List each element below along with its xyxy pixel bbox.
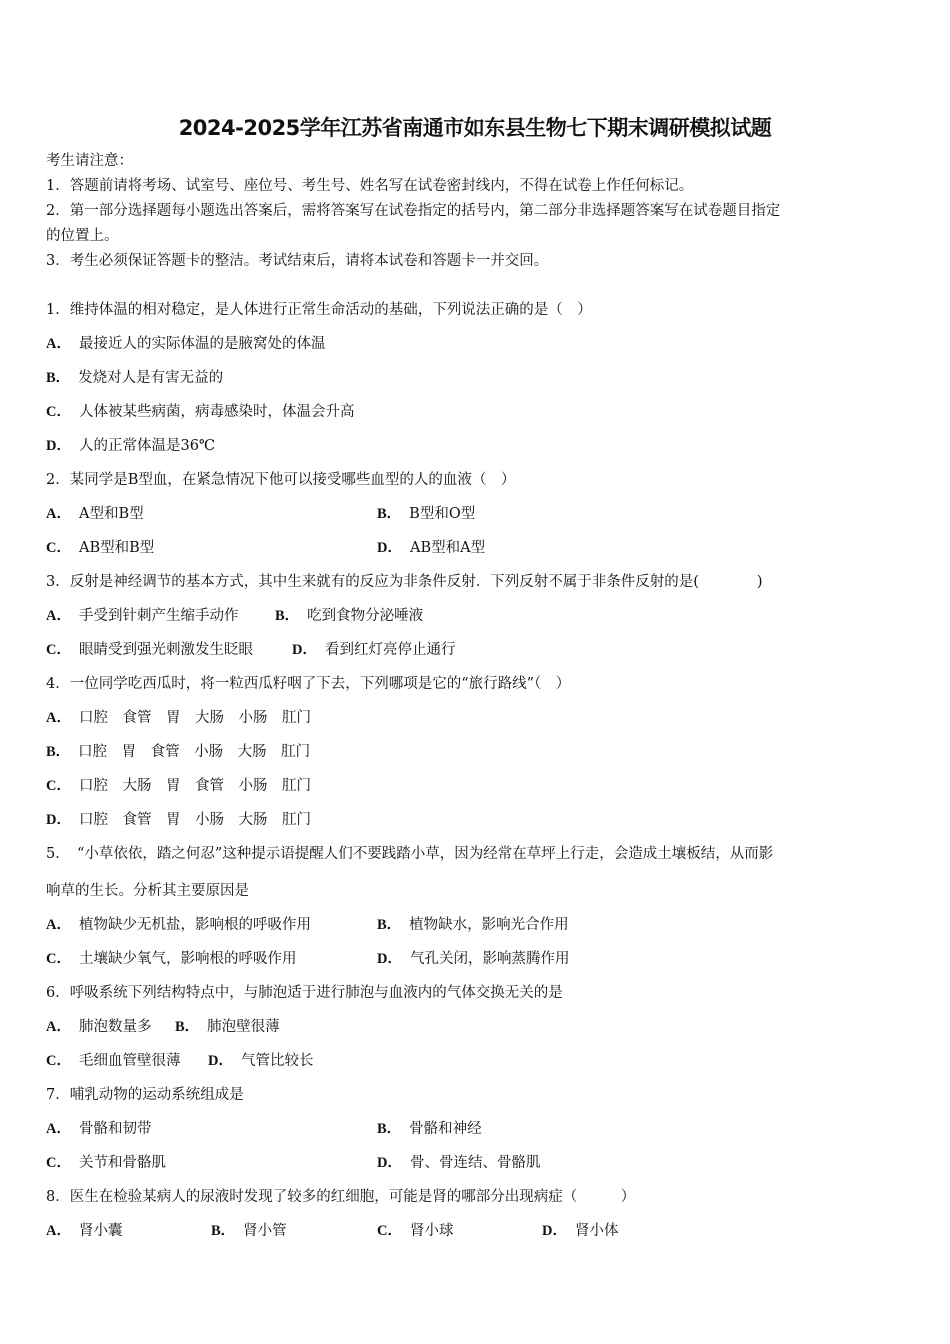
option-label: B． [46,370,71,386]
question-4-stem: 4．一位同学吃西瓜时，将一粒西瓜籽咽了下去，下列哪项是它的“旅行路线”（ ） [46,676,571,692]
q1-option-b [46,369,223,387]
notice-item-1: 1．答题前请将考场、试室号、座位号、考生号、姓名写在试卷密封线内，不得在试卷上作任何标记。 [46,178,694,194]
option-label: D． [377,951,402,967]
option-label: D． [377,540,402,556]
option-label: D． [46,812,71,828]
option-label: C． [46,1053,71,1069]
option-text: 肾小管 [243,1223,287,1239]
option-text: 人的正常体温是36℃ [78,438,216,454]
q5-option-d [377,950,569,968]
q4-option-d [46,811,311,829]
option-label: C． [46,404,71,420]
q8-option-b [211,1222,287,1240]
option-text: 骨骼和神经 [409,1121,482,1137]
notice-item-2: 2．第一部分选择题每小题选出答案后，需将答案写在试卷指定的括号内，第二部分非选择题答案写在试卷题目指定 [46,203,781,219]
q6-option-d [208,1052,313,1070]
option-label: D． [542,1223,567,1239]
question-7-stem: 7．哺乳动物的运动系统组成是 [46,1087,244,1103]
option-text: 毛细血管壁很薄 [78,1053,181,1069]
q2-option-a [46,505,144,523]
q1-option-a [46,335,325,353]
option-text: 肺泡数量多 [78,1019,152,1035]
option-label: B． [175,1019,200,1035]
option-label: B． [377,917,402,933]
option-text: 口腔 食管 胃 小肠 大肠 肛门 [78,812,311,828]
option-text: 关节和骨骼肌 [78,1155,166,1171]
option-text: 肺泡壁很薄 [207,1019,280,1035]
q7-option-d [377,1154,540,1172]
option-label: B． [211,1223,236,1239]
option-label: B． [275,608,300,624]
question-5-stem: 5． “小草依依，踏之何忍”这种提示语提醒人们不要践踏小草，因为经常在草坪上行走，会造成土壤板结，从而影 [46,846,774,862]
option-label: D． [208,1053,233,1069]
option-text: A型和B型 [78,506,144,522]
option-text: 骨骼和韧带 [78,1121,152,1137]
option-text: AB型和B型 [78,540,155,556]
question-8-stem: 8．医生在检验某病人的尿液时发现了较多的红细胞，可能是肾的哪部分出现病症（ ） [46,1189,636,1205]
option-text: 看到红灯亮停止通行 [324,642,456,658]
option-text: 肾小球 [409,1223,454,1239]
q5-option-c [46,950,296,968]
option-label: C． [46,951,71,967]
option-label: A． [46,1019,71,1035]
question-6-stem: 6．呼吸系统下列结构特点中，与肺泡适于进行肺泡与血液内的气体交换无关的是 [46,985,563,1001]
option-text: 肾小体 [574,1223,619,1239]
option-label: A． [46,506,71,522]
q5-option-a [46,916,311,934]
option-label: A． [46,917,71,933]
question-3-stem: 3．反射是神经调节的基本方式，其中生来就有的反应为非条件反射．下列反射不属于非条件反射的是( ) [46,574,763,590]
option-text: 植物缺水，影响光合作用 [409,917,569,933]
option-text: 口腔 胃 食管 小肠 大肠 肛门 [78,744,311,760]
option-label: A． [46,710,71,726]
question-1-stem: 1．维持体温的相对稳定，是人体进行正常生命活动的基础，下列说法正确的是（ ） [46,302,592,318]
option-text: 最接近人的实际体温的是腋窝处的体温 [78,336,326,352]
option-text: 肾小囊 [78,1223,123,1239]
q5-option-b [377,916,569,934]
question-2-stem: 2．某同学是B型血，在紧急情况下他可以接受哪些血型的人的血液（ ） [46,472,516,488]
question-5-stem-cont: 响草的生长。分析其主要原因是 [46,883,249,899]
option-text: 人体被某些病菌，病毒感染时，体温会升高 [78,404,355,420]
q7-option-c [46,1154,166,1172]
q2-option-c [46,539,154,557]
option-text: 吃到食物分泌唾液 [307,608,424,624]
q7-option-a [46,1120,151,1138]
option-label: C． [46,778,71,794]
q4-option-b [46,743,310,761]
option-text: 口腔 大肠 胃 食管 小肠 肛门 [78,778,311,794]
option-text: 手受到针刺产生缩手动作 [78,608,239,624]
q3-option-d [292,641,455,659]
q8-option-c [377,1222,453,1240]
option-label: A． [46,1121,71,1137]
q7-option-b [377,1120,482,1138]
notice-heading: 考生请注意： [46,153,133,169]
option-label: C． [46,642,71,658]
option-label: C． [46,540,71,556]
option-text: 发烧对人是有害无益的 [78,370,224,386]
q4-option-c [46,777,311,795]
option-text: AB型和A型 [409,540,486,556]
option-text: 植物缺少无机盐，影响根的呼吸作用 [78,917,311,933]
option-label: D． [377,1155,402,1171]
q4-option-a [46,709,311,727]
q8-option-d [542,1222,618,1240]
option-text: 口腔 食管 胃 大肠 小肠 肛门 [78,710,311,726]
q1-option-d [46,437,215,455]
notice-item-2-cont: 的位置上。 [46,228,119,244]
option-text: 气孔关闭，影响蒸腾作用 [409,951,570,967]
option-text: 眼睛受到强光刺激发生眨眼 [78,642,253,658]
option-label: B． [46,744,71,760]
q3-option-a [46,607,238,625]
page-title: 2024-2025学年江苏省南通市如东县生物七下期末调研模拟试题 [178,116,772,140]
option-label: B． [377,1121,402,1137]
option-text: B型和O型 [409,506,476,522]
q6-option-b [175,1018,280,1036]
q6-option-c [46,1052,180,1070]
option-label: D． [46,438,71,454]
q3-option-b [275,607,423,625]
option-label: A． [46,608,71,624]
option-label: C． [377,1223,402,1239]
q3-option-c [46,641,253,659]
option-text: 气管比较长 [240,1053,314,1069]
option-label: B． [377,506,402,522]
option-label: A． [46,336,71,352]
q1-option-c [46,403,354,421]
q6-option-a [46,1018,151,1036]
option-label: D． [292,642,317,658]
q2-option-b [377,505,475,523]
option-text: 土壤缺少氧气，影响根的呼吸作用 [78,951,297,967]
option-text: 骨、骨连结、骨骼肌 [409,1155,541,1171]
q2-option-d [377,539,485,557]
option-label: C． [46,1155,71,1171]
notice-item-3: 3．考生必须保证答题卡的整洁。考试结束后，请将本试卷和答题卡一并交回。 [46,253,549,269]
option-label: A． [46,1223,71,1239]
q8-option-a [46,1222,122,1240]
